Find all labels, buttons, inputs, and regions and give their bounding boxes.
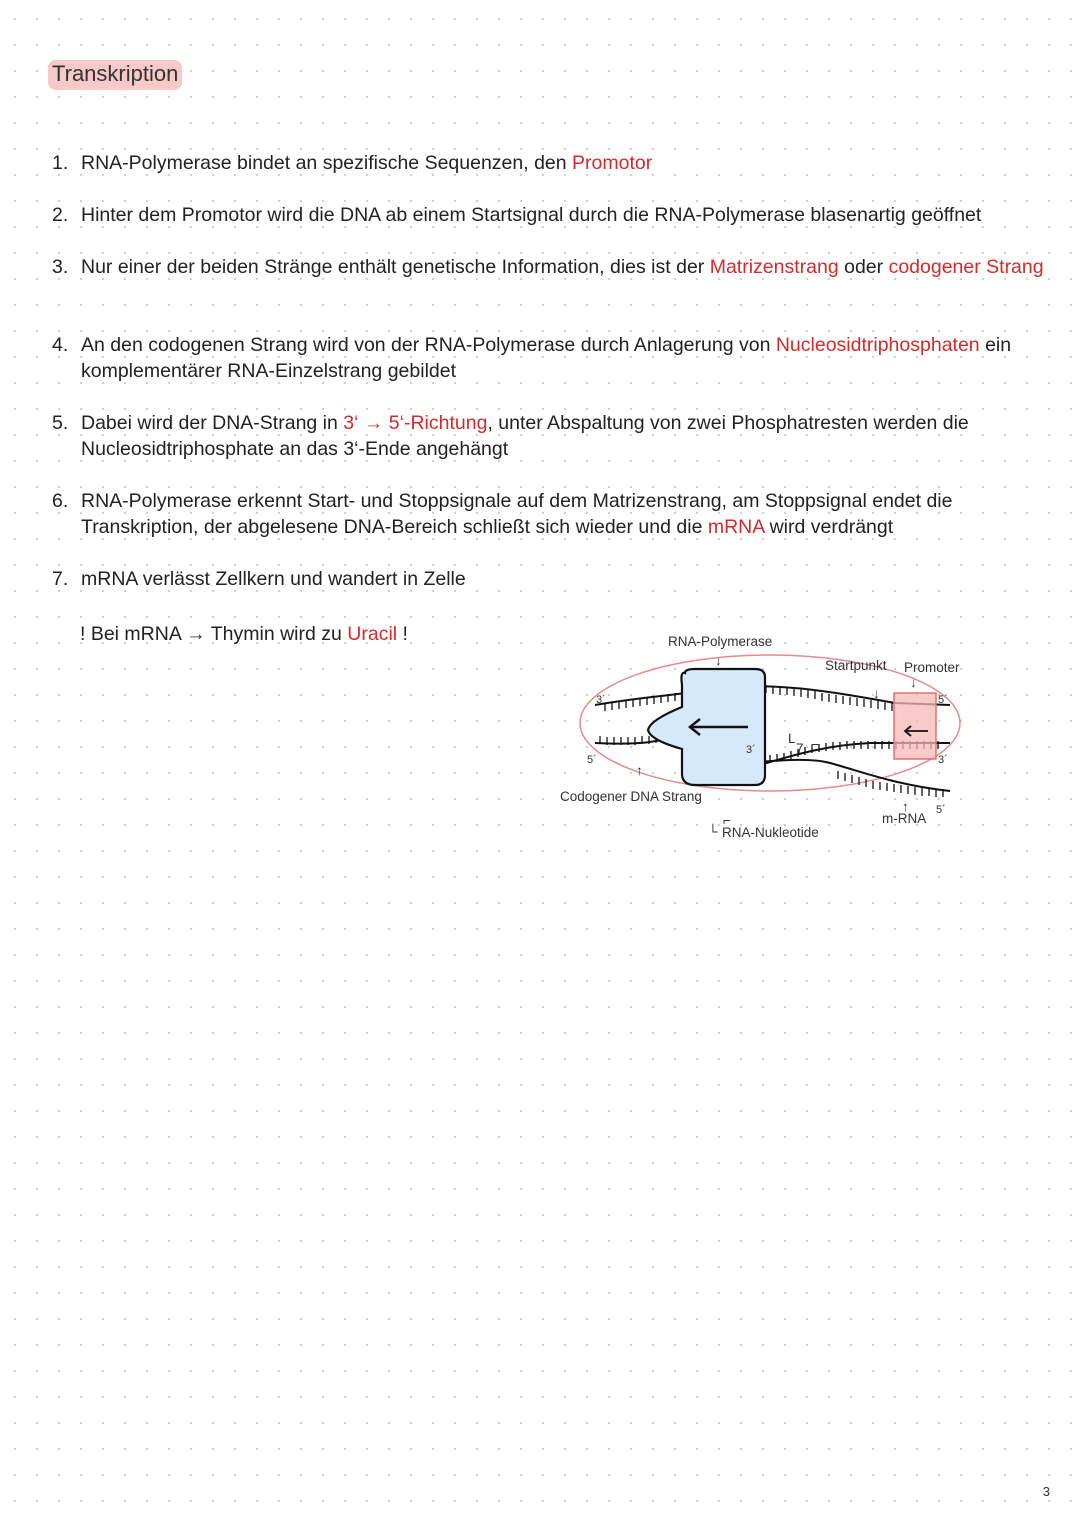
label-3-end-mid: 3´	[746, 744, 756, 756]
page-number: 3	[1042, 1484, 1050, 1499]
arrow-down-startpunkt: ↓	[873, 686, 880, 701]
label-startpunkt: Startpunkt	[825, 658, 887, 673]
uracil-note	[80, 621, 408, 647]
step-text: RNA-Polymerase bindet an spezifische Sequenzen, den	[81, 152, 573, 174]
bracket-7-mark: 7	[796, 741, 804, 756]
step-4	[52, 332, 1071, 384]
step-number: 2.	[52, 204, 69, 226]
highlight-term: Matrizenstrang	[709, 256, 839, 278]
step-text: , unter Abspaltung von zwei Phosphatresten werden die Nucleosidtriphosphate an das 3‘-Ende angehängt	[81, 412, 969, 460]
highlight-term: Promotor	[572, 152, 653, 174]
label-promoter: Promoter	[904, 660, 960, 675]
bracket-t-mark: ⌐	[811, 737, 819, 752]
step-6	[52, 488, 1071, 540]
note-text: !	[397, 623, 408, 645]
label-rna-polymerase: RNA-Polymerase	[668, 634, 773, 649]
step-3	[52, 254, 1071, 280]
arrow-down-rna-polymerase: ↓	[715, 653, 722, 668]
step-number: 7.	[52, 568, 69, 590]
label-rna-nukleotide: RNA-Nukleotide	[722, 825, 819, 840]
step-text: Hinter dem Promotor wird die DNA ab einem Startsignal durch die RNA-Polymerase blasenartig geöffnet	[81, 204, 982, 226]
highlight-term: codogener Strang	[888, 256, 1044, 278]
page-title: Transkription	[48, 60, 182, 90]
step-number: 5.	[52, 412, 69, 434]
arrow-down-promoter: ↓	[910, 675, 917, 690]
step-7	[52, 566, 1071, 592]
step-number: 6.	[52, 490, 69, 512]
promoter-box	[894, 693, 936, 759]
label-5-end-right-bottom: 5´	[936, 804, 946, 816]
step-2	[52, 202, 1071, 228]
step-text: oder	[838, 256, 889, 278]
step-text: mRNA verlässt Zellkern und wandert in Zelle	[81, 568, 466, 590]
label-codogener-strang: Codogener DNA Strang	[560, 789, 702, 804]
highlight-term: 3‘ → 5‘-Richtung	[343, 412, 488, 434]
step-text: Nur einer der beiden Stränge enthält genetische Information, dies ist der	[81, 256, 710, 278]
arrow-up-codogener: ↑	[636, 763, 643, 778]
step-text: RNA-Polymerase erkennt Start- und Stoppsignale auf dem Matrizenstrang, am Stoppsignal endet die Transkription, der abgelesene DNA-Bereich schließt sich wieder und die	[81, 490, 953, 538]
label-3-end-right: 3´	[938, 754, 948, 766]
step-text: ein komplementärer RNA-Einzelstrang gebildet	[81, 334, 1012, 382]
transcription-diagram	[550, 625, 980, 845]
step-text: Dabei wird der DNA-Strang in	[81, 412, 344, 434]
note-text: ! Bei mRNA → Thymin wird zu	[80, 623, 348, 645]
highlight-term: Uracil	[347, 623, 398, 645]
label-5-end-right-top: 5´	[938, 694, 948, 706]
bracket-top-mark: ⌐	[723, 813, 731, 828]
step-text: An den codogenen Strang wird von der RNA-Polymerase durch Anlagerung von	[81, 334, 776, 356]
label-5-end-left: 5´	[587, 754, 597, 766]
label-rna-nukleotide-bracket: └	[708, 824, 718, 839]
highlight-term: Nucleosidtriphosphaten	[775, 334, 980, 356]
arrow-up-m-rna: ↑	[902, 799, 909, 814]
step-5	[52, 410, 1071, 462]
highlight-term: mRNA	[707, 516, 765, 538]
step-number: 1.	[52, 152, 69, 174]
step-number: 4.	[52, 334, 69, 356]
label-3-end-left: 3´	[596, 694, 606, 706]
label-m-rna: m-RNA	[882, 811, 927, 826]
step-text: wird verdrängt	[764, 516, 894, 538]
bracket-l-mark: L	[788, 731, 796, 746]
step-1	[52, 150, 652, 176]
step-number: 3.	[52, 256, 69, 278]
